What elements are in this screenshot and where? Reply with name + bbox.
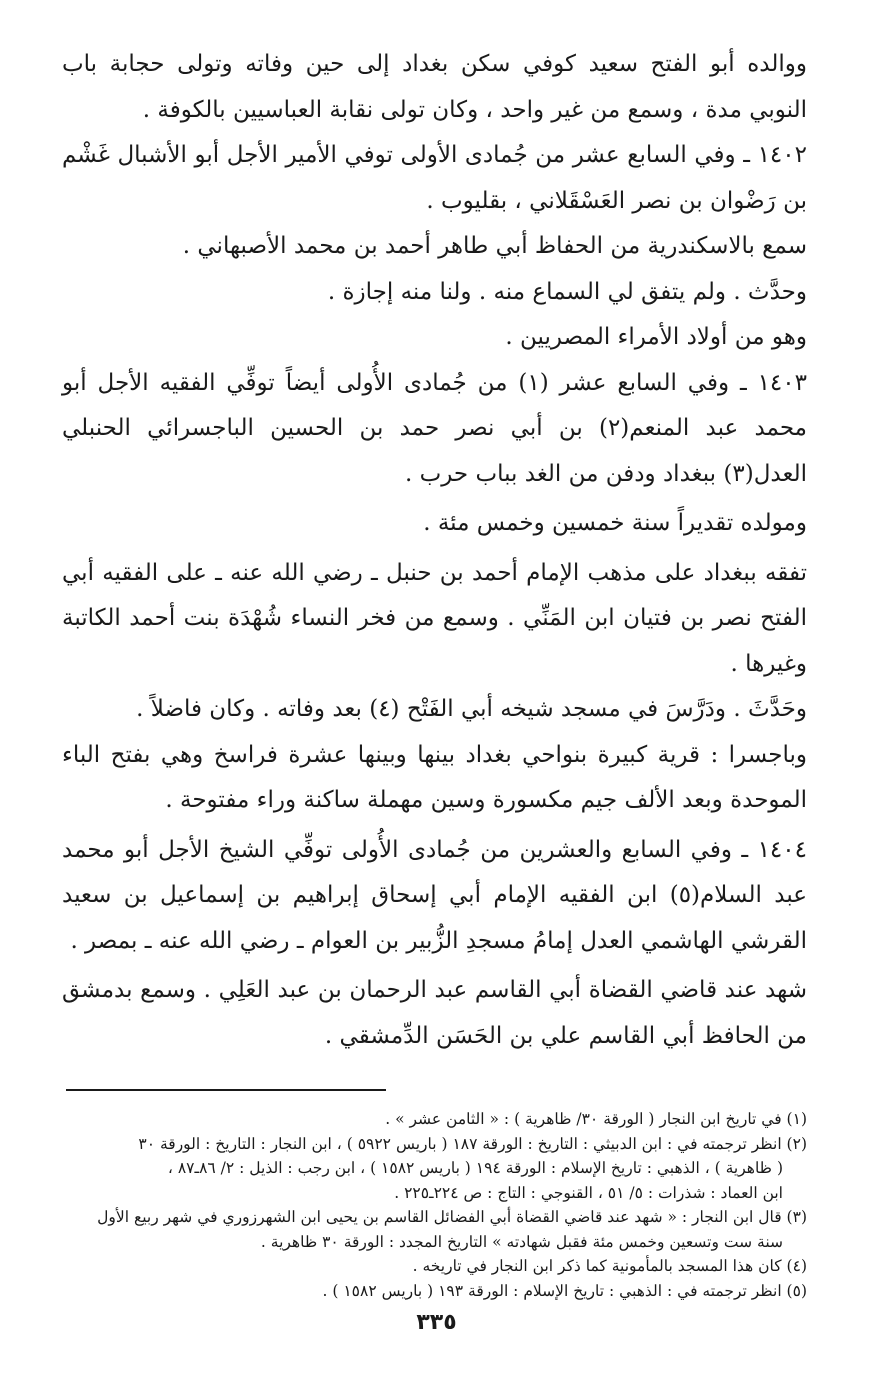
footnote: (٢) انظر ترجمته في : ابن الدبيثي : التاريخ : الورقة ١٨٧ ( باريس ٥٩٢٢ ) ، ابن النجار : التاريخ : الورقة ٣٠ — [138, 1134, 807, 1153]
paragraph: ومولده تقديراً سنة خمسين وخمس مئة . — [423, 510, 807, 536]
footnote: (١) في تاريخ ابن النجار ( الورقة ٣٠/ ظاهرية ) : « الثامن عشر » . — [385, 1110, 807, 1128]
footnote-separator — [66, 1089, 386, 1091]
footnote-continuation: ابن العماد : شذرات : ٥/ ٥١ ، القنوجي : التاج : ص ٢٢٤ـ٢٢٥ . — [394, 1183, 783, 1202]
paragraph: وهو من أولاد الأمراء المصريين . — [505, 324, 807, 350]
footnote-continuation: ( ظاهرية ) ، الذهبي : تاريخ الإسلام : الورقة ١٩٤ ( باريس ١٥٨٢ ) ، ابن رجب : الذيل : ٢/ ٨٦ـ٨٧ ، — [167, 1159, 783, 1177]
entry-1402: ١٤٠٢ ـ وفي السابع عشر من جُمادى الأولى توفي الأمير الأجل أبو الأشبال غَشْم بن رَضْوان بن نصر العَسْقَلاني ، بقليوب . — [62, 142, 807, 214]
paragraph: وحدَّث . ولم يتفق لي السماع منه . ولنا منه إجازة . — [327, 278, 807, 305]
footnote-continuation: سنة ست وتسعين وخمس مئة فقبل شهادته » التاريخ المجدد : الورقة ٣٠ ظاهرية . — [260, 1232, 783, 1251]
paragraph: سمع بالاسكندرية من الحفاظ أبي طاهر أحمد بن محمد الأصبهاني . — [182, 233, 807, 259]
main-text — [62, 42, 807, 1059]
page-number: ٣٣٥ — [416, 1310, 457, 1335]
paragraph: وحَدَّثَ . ودَرَّسَ في مسجد شيخه أبي الفَتْح (٤) بعد وفاته . وكان فاضلاً . — [136, 696, 807, 722]
paragraph: ووالده أبو الفتح سعيد كوفي سكن بغداد إلى حين وفاته وتولى حجابة باب النوبي مدة ، وسمع من غير واحد ، وكان تولى نقابة العباسيين بالكوفة . — [62, 51, 807, 123]
paragraph: شهد عند قاضي القضاة أبي القاسم عبد الرحمان بن عبد العَلِي . وسمع بدمشق من الحافظ أبي القاسم علي بن الحَسَن الدِّمشقي . — [62, 977, 807, 1049]
entry-1404: ١٤٠٤ ـ وفي السابع والعشرين من جُمادى الأُولى توفِّي الشيخ الأجل أبو محمد عبد السلام(٥) ابن الفقيه الإمام أبي إسحاق إبراهيم بن إسماعيل بن سعيد القرشي الهاشمي العدل إمامُ مسجدِ الزُّبير بن العوام ـ رضي الله عنه ـ بمصر . — [62, 836, 807, 954]
paragraph: وباجسرا : قرية كبيرة بنواحي بغداد بينها وبينها عشرة فراسخ وهي بفتح الباء الموحدة وبعد الألف جيم مكسورة وسين مهملة ساكنة وراء مفتوحة . — [62, 741, 807, 813]
footnote: (٣) قال ابن النجار : « شهد عند قاضي القضاة أبي الفضائل القاسم بن يحيى ابن الشهرزوري في شهر ربيع الأول — [97, 1208, 807, 1226]
footnotes — [62, 1107, 807, 1303]
paragraph: تفقه ببغداد على مذهب الإمام أحمد بن حنبل ـ رضي الله عنه ـ على الفقيه أبي الفتح نصر بن فتيان ابن المَنِّي . وسمع من فخر النساء شُهْدَة بنت أحمد الكاتبة وغيرها . — [62, 559, 807, 677]
entry-1403: ١٤٠٣ ـ وفي السابع عشر (١) من جُمادى الأُولى أيضاً توفِّي الفقيه الأجل أبو محمد عبد المنعم(٢) بن أبي نصر حمد بن الحسين الباجسرائي الحنبلي العدل(٣) ببغداد ودفن من الغد بباب حرب . — [62, 369, 808, 487]
footnote: (٤) كان هذا المسجد بالمأمونية كما ذكر ابن النجار في تاريخه . — [412, 1257, 807, 1275]
footnote: (٥) انظر ترجمته في : الذهبي : تاريخ الإسلام : الورقة ١٩٣ ( باريس ١٥٨٢ ) . — [322, 1281, 807, 1300]
